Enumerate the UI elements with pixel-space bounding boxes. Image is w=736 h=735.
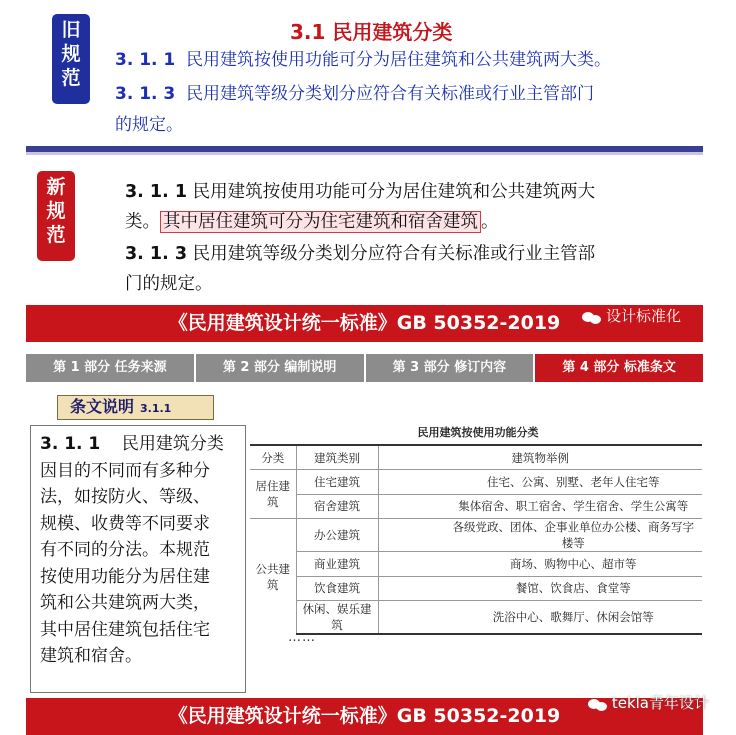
building-type: 休闲、娱乐建筑	[296, 601, 378, 635]
new-badge-char-2: 规	[46, 200, 66, 222]
new-standard-badge	[37, 171, 75, 261]
tag-number: 3.1.1	[140, 402, 172, 415]
building-examples: 住宅、公寓、别墅、老年人住宅等	[378, 470, 702, 495]
clause-text: 民用建筑等级分类划分应符合有关标准或行业主管部	[192, 244, 596, 264]
building-examples: 洗浴中心、歌舞厅、休闲会馆等	[378, 601, 702, 635]
group-public: 公共建筑	[250, 519, 296, 635]
clause-number: 3. 1. 1	[40, 434, 101, 454]
explanation-line: 因目的不同而有多种分	[40, 460, 210, 481]
section-title: 3.1 民用建筑分类	[290, 20, 453, 44]
old-standard-badge	[52, 14, 90, 104]
new-clause-3-1-3-line1	[125, 240, 670, 268]
table-row	[250, 470, 702, 495]
wechat-icon	[582, 310, 602, 324]
clause-explanation-tag	[57, 395, 214, 420]
old-clause-3-1-3-continued: 的规定。	[115, 115, 183, 135]
table-ellipsis: ……	[288, 630, 316, 645]
wechat-icon	[588, 697, 608, 711]
watermark-text: 设计标准化	[605, 307, 681, 325]
section-divider	[26, 146, 703, 155]
explanation-line	[40, 431, 240, 458]
building-type: 办公建筑	[296, 519, 378, 552]
header-building-type: 建筑类别	[296, 445, 378, 470]
new-clause-3-1-1-line1	[125, 178, 670, 206]
explanation-line-text: 民用建筑分类	[121, 434, 224, 454]
header-examples: 建筑物举例	[378, 445, 702, 470]
banner-title: 《民用建筑设计统一标准》GB 50352-2019	[168, 705, 561, 727]
clause-number: 3. 1. 3	[115, 84, 176, 104]
banner-title: 《民用建筑设计统一标准》GB 50352-2019	[168, 312, 561, 334]
tab-standard-clauses[interactable]: 第 4 部分 标准条文	[535, 354, 703, 382]
clause-text: 类。	[125, 212, 160, 232]
old-badge-char-1: 旧	[61, 19, 81, 41]
tag-label: 条文说明	[70, 397, 135, 416]
tab-task-source[interactable]: 第 1 部分 任务来源	[26, 354, 196, 382]
explanation-line: 规模、收费等不同要求	[40, 513, 210, 534]
clause-number: 3. 1. 1	[125, 182, 188, 202]
new-badge-char-1: 新	[46, 176, 66, 198]
explanation-line: 其中居住建筑包括住宅	[40, 619, 210, 640]
group-residential: 居住建筑	[250, 470, 296, 519]
header-category: 分类	[250, 445, 296, 470]
explanation-line: 筑和公共建筑两大类，	[40, 593, 210, 613]
clause-number: 3. 1. 3	[125, 244, 188, 264]
building-type: 饮食建筑	[296, 576, 378, 601]
explanation-line: 有不同的分法。本规范	[40, 540, 210, 560]
old-badge-char-2: 规	[61, 43, 81, 65]
highlighted-change: 其中居住建筑可分为住宅建筑和宿舍建筑	[160, 211, 481, 233]
standard-banner-bottom	[26, 694, 709, 735]
building-type: 住宅建筑	[296, 470, 378, 495]
explanation-text	[40, 431, 240, 670]
table-row	[250, 601, 702, 635]
old-clause-3-1-1	[115, 48, 705, 73]
old-badge-char-3: 范	[61, 67, 81, 89]
classification-table	[250, 444, 702, 635]
building-examples: 各级党政、团体、企事业单位办公楼、商务写字楼等	[378, 519, 702, 552]
tab-drafting-notes[interactable]: 第 2 部分 编制说明	[196, 354, 366, 382]
explanation-line: 法，如按防火、等级、	[40, 487, 210, 507]
new-clause-3-1-1-line2	[125, 208, 670, 236]
explanation-line: 建筑和宿舍。	[40, 646, 142, 666]
table-row	[250, 576, 702, 601]
new-clause-3-1-3-line2: 门的规定。	[125, 274, 213, 294]
table-row	[250, 519, 702, 552]
clause-text: 。	[481, 212, 499, 232]
building-type: 宿舍建筑	[296, 494, 378, 519]
clause-text: 民用建筑按使用功能可分为居住建筑和公共建筑两大类。	[186, 50, 612, 70]
table-row	[250, 552, 702, 577]
clause-number: 3. 1. 1	[115, 50, 176, 70]
tab-revision-content[interactable]: 第 3 部分 修订内容	[366, 354, 536, 382]
new-badge-char-3: 范	[46, 224, 66, 246]
clause-text: 民用建筑等级分类划分应符合有关标准或行业主管部门	[186, 84, 595, 104]
section-tabs	[26, 354, 703, 382]
building-examples: 餐馆、饮食店、食堂等	[378, 576, 702, 601]
watermark	[582, 298, 681, 335]
watermark	[588, 685, 709, 722]
clause-text: 民用建筑按使用功能可分为居住建筑和公共建筑两大	[192, 182, 596, 202]
table-header-row	[250, 445, 702, 470]
building-type: 商业建筑	[296, 552, 378, 577]
table-row	[250, 494, 702, 519]
old-clause-3-1-3	[115, 82, 705, 107]
building-examples: 集体宿舍、职工宿舍、学生宿舍、学生公寓等	[378, 494, 702, 519]
building-examples: 商场、购物中心、超市等	[378, 552, 702, 577]
explanation-line: 按使用功能分为居住建	[40, 566, 210, 587]
standard-banner-top	[26, 305, 703, 342]
watermark-text: tekla青年设计	[611, 694, 709, 712]
table-caption: 民用建筑按使用功能分类	[417, 426, 539, 439]
